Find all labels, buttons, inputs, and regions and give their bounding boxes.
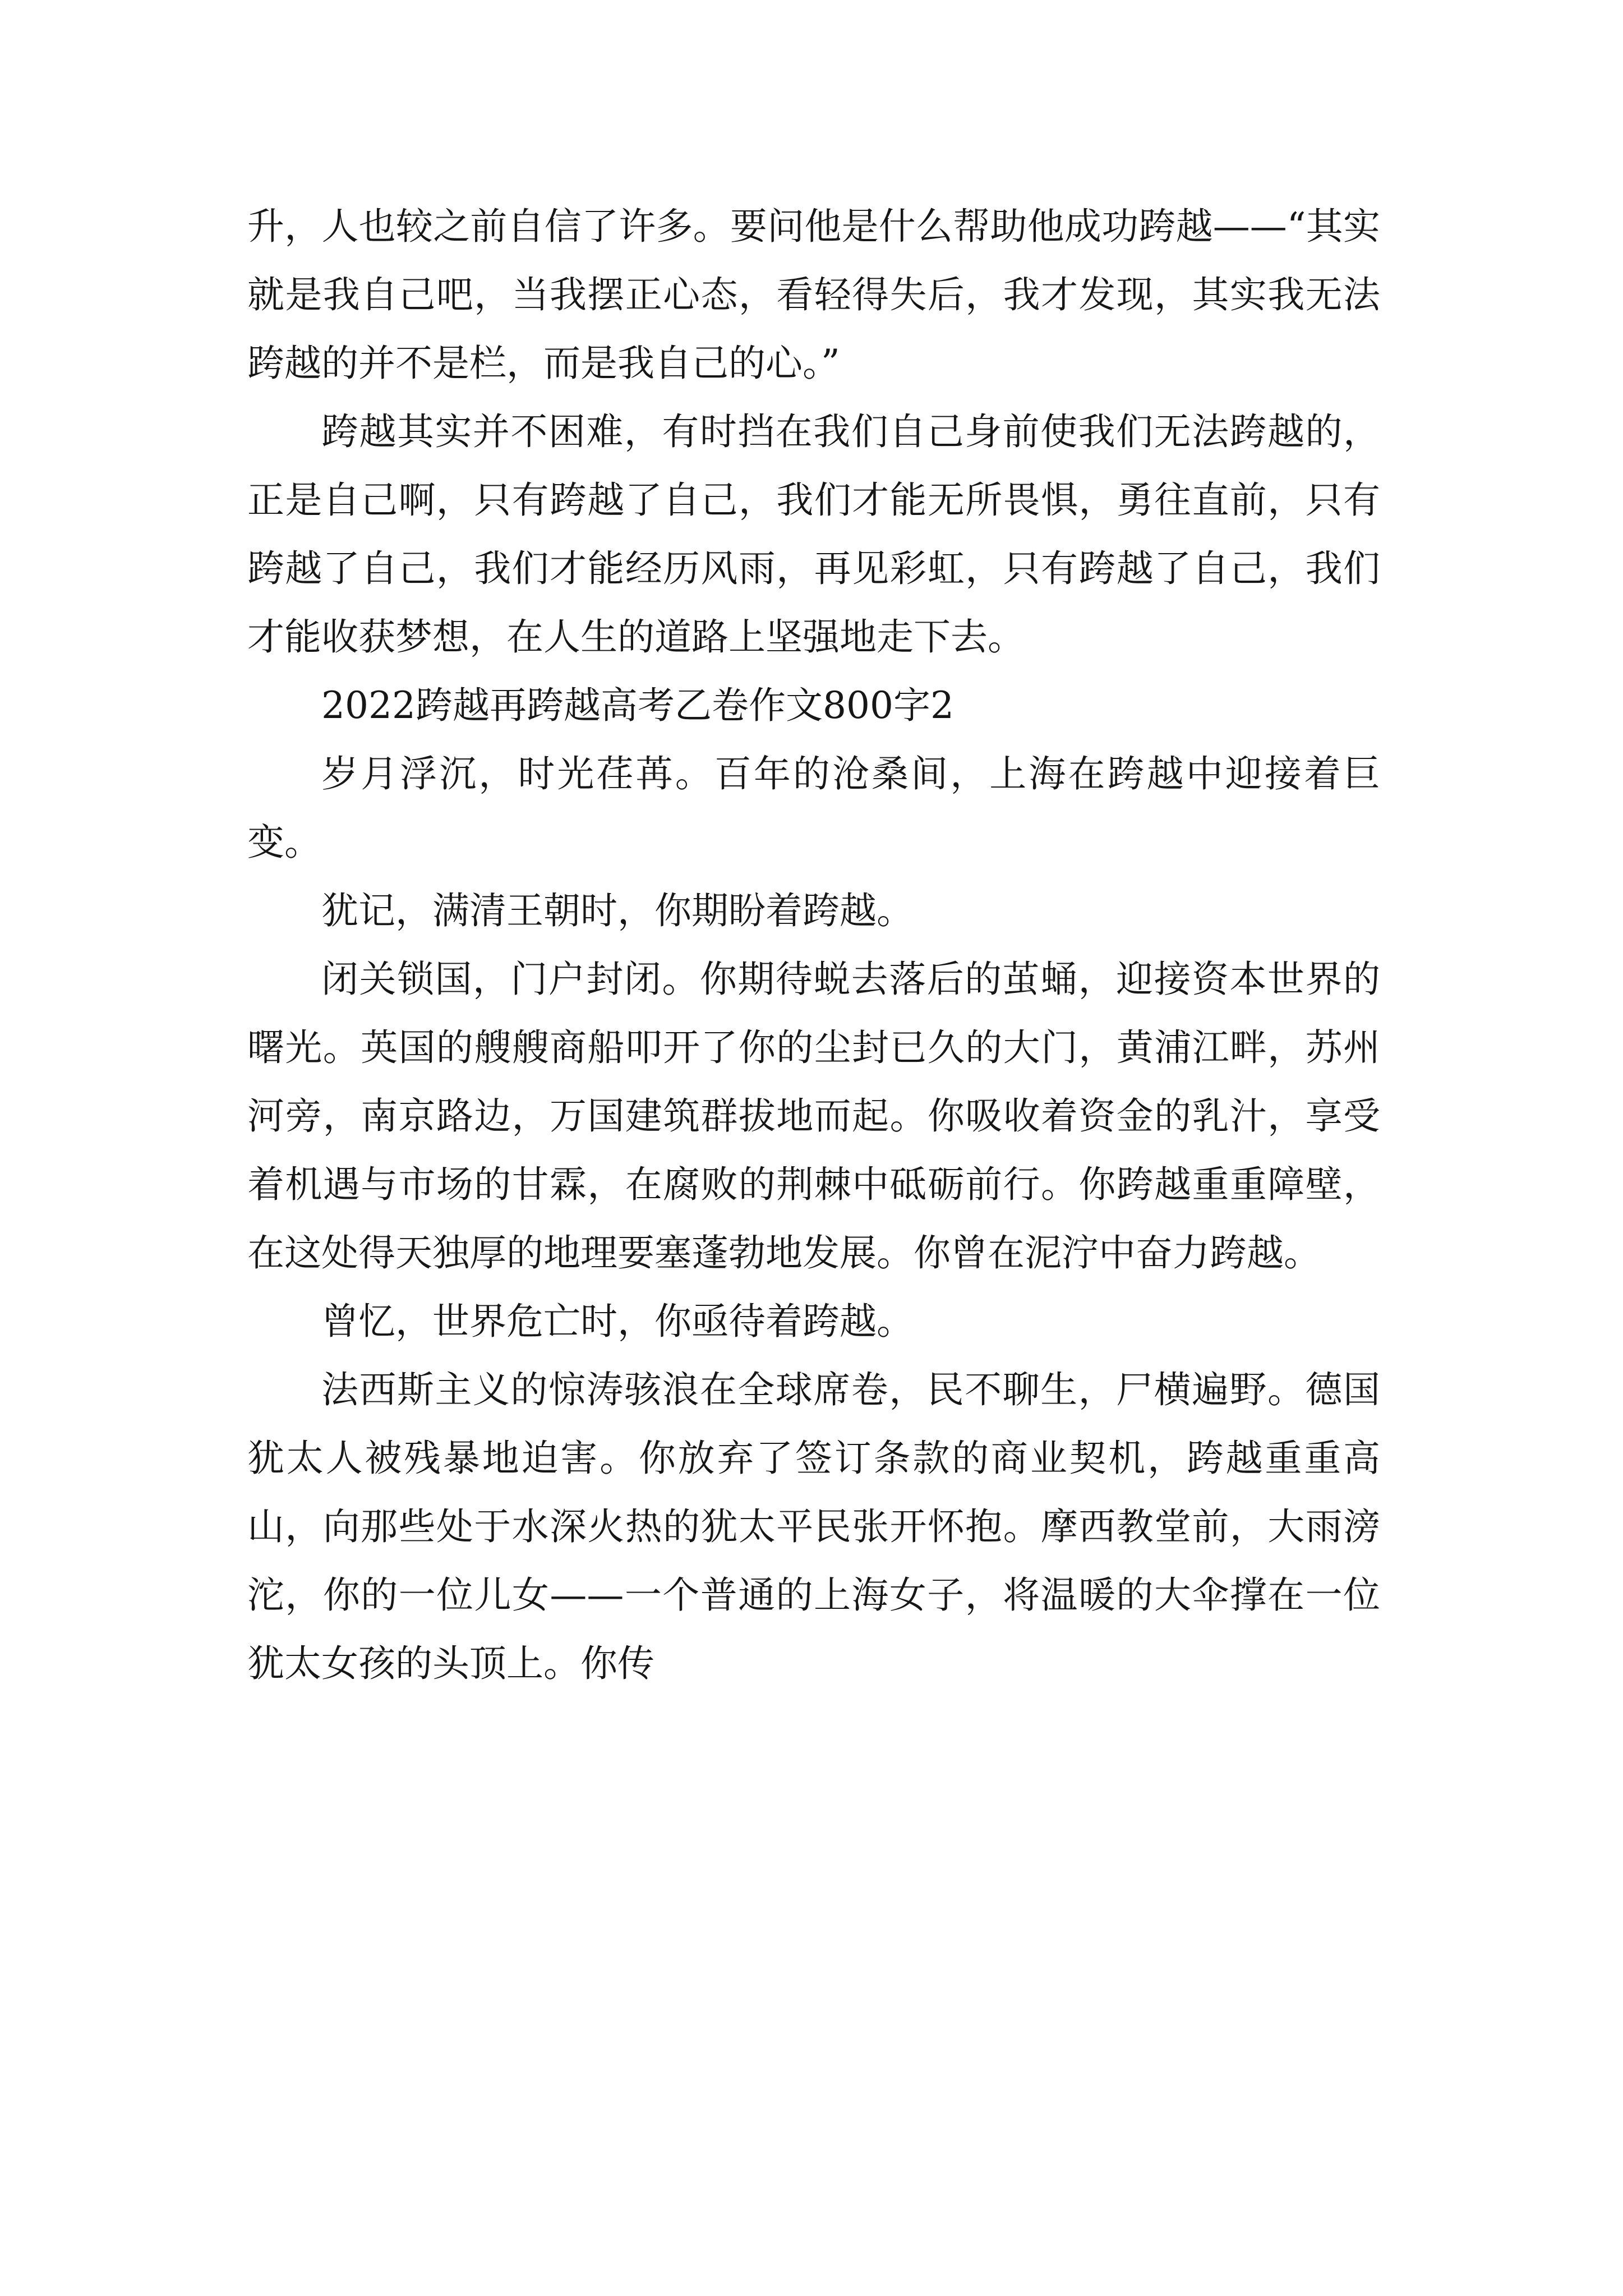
- paragraph-opening-up: 闭关锁国，门户封闭。你期待蜕去落后的茧蛹，迎接资本世界的曙光。英国的艘艘商船叩开了你的尘封已久的大门，黄浦江畔，苏州河旁，南京路边，万国建筑群拔地而起。你吸收着资金的乳汁，享受着机遇与市场的甘霖，在腐败的荆棘中砥砺前行。你跨越重重障壁，在这处得天独厚的地理要塞蓬勃地发展。你曾在泥泞中奋力跨越。: [247, 958, 1380, 1274]
- document-body: [247, 192, 1380, 1698]
- paragraph-continuation: 升，人也较之前自信了许多。要问他是什么帮助他成功跨越——“其实就是我自己吧，当我摆正心态，看轻得失后，我才发现，其实我无法跨越的并不是栏，而是我自己的心。”: [247, 205, 1380, 385]
- paragraph-refugees: 法西斯主义的惊涛骇浪在全球席卷，民不聊生，尸横遍野。德国犹太人被残暴地迫害。你放弃了签订条款的商业契机，跨越重重高山，向那些处于水深火热的犹太平民张开怀抱。摩西教堂前，大雨滂沱，你的一位儿女——一个普通的上海女子，将温暖的大伞撑在一位犹太女孩的头顶上。你传: [247, 1368, 1380, 1685]
- paragraph-crossing-self: 跨越其实并不困难，有时挡在我们自己身前使我们无法跨越的，正是自己啊，只有跨越了自己，我们才能无所畏惧，勇往直前，只有跨越了自己，我们才能经历风雨，再见彩虹，只有跨越了自己，我们才能收获梦想，在人生的道路上坚强地走下去。: [247, 410, 1380, 659]
- paragraph-world-crisis: 曾忆，世界危亡时，你亟待着跨越。: [321, 1300, 914, 1343]
- essay-title: 2022跨越再跨越高考乙卷作文800字2: [321, 684, 954, 727]
- paragraph-qing-dynasty: 犹记，满清王朝时，你期盼着跨越。: [321, 889, 914, 932]
- paragraph-shanghai-intro: 岁月浮沉，时光荏苒。百年的沧桑间，上海在跨越中迎接着巨变。: [247, 752, 1380, 864]
